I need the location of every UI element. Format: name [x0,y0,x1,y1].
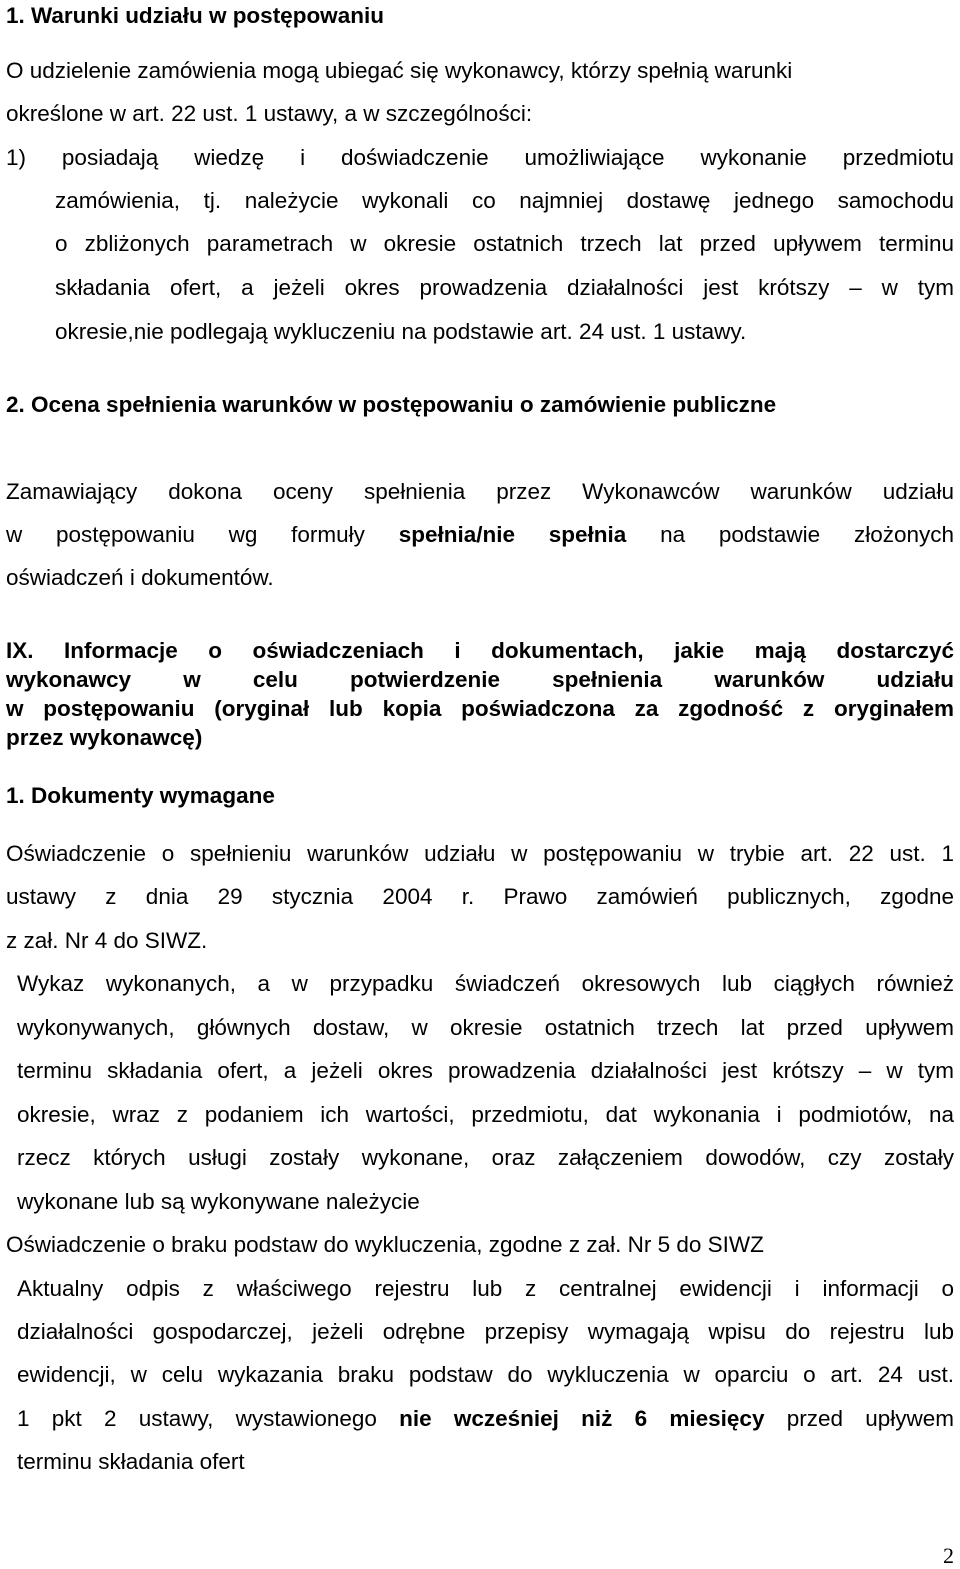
paragraph-line: Oświadczenie o braku podstaw do wykluczenia, zgodne z zał. Nr 5 do SIWZ [6,1232,764,1257]
section-heading-line: przez wykonawcę) [6,725,203,750]
paragraph-line [17,1408,954,1431]
subsection-heading: 1. Dokumenty wymagane [6,783,275,808]
section-heading: 2. Ocena spełnienia warunków w postępowaniu o zamówienie publiczne [6,392,777,417]
paragraph-line: z zał. Nr 4 do SIWZ. [6,928,208,953]
list-item-line: zamówienia, tj. należycie wykonali co najmniej dostawę jednego samochodu [55,188,954,213]
paragraph-line: O udzielenie zamówienia mogą ubiegać się wykonawcy, którzy spełnią warunki [6,58,793,83]
section-heading: 1. Warunki udziału w postępowaniu [6,3,384,28]
paragraph-line: rzecz których usługi zostały wykonane, oraz załączeniem dowodów, czy zostały [17,1145,954,1170]
list-item-line: okresie,nie podlegają wykluczeniu na podstawie art. 24 ust. 1 ustawy. [55,319,747,344]
section-heading-line: w postępowaniu (oryginał lub kopia poświadczona za zgodność z oryginałem [6,696,954,721]
paragraph-line: terminu składania ofert, a jeżeli okres prowadzenia działalności jest krótszy – w tym [17,1058,954,1083]
page-number: 2 [943,1543,954,1568]
text-run: przed upływem [764,1406,954,1431]
section-heading-line: IX. Informacje o oświadczeniach i dokumentach, jakie mają dostarczyć [6,638,954,663]
text-run: na podstawie złożonych [626,522,954,547]
paragraph-line: określone w art. 22 ust. 1 ustawy, a w szczególności: [6,101,533,126]
list-item-line: 1) posiadają wiedzę i doświadczenie umożliwiające wykonanie przedmiotu [6,145,954,170]
list-item-line: składania ofert, a jeżeli okres prowadzenia działalności jest krótszy – w tym [55,275,954,300]
paragraph-line: Aktualny odpis z właściwego rejestru lub z centralnej ewidencji i informacji o [17,1276,954,1301]
paragraph-line: Zamawiający dokona oceny spełnienia przez Wykonawców warunków udziału [6,479,954,504]
criteria-formula: spełnia/nie spełnia [398,522,627,547]
validity-period: nie wcześniej niż 6 miesięcy [399,1406,765,1431]
paragraph-line: Oświadczenie o spełnieniu warunków udziału w postępowaniu w trybie art. 22 ust. 1 [6,841,954,866]
paragraph-line: wykonane lub są wykonywane należycie [17,1189,420,1214]
paragraph-line [6,524,954,547]
section-heading-line: wykonawcy w celu potwierdzenie spełnienia warunków udziału [6,667,954,692]
paragraph-line: oświadczeń i dokumentów. [6,565,274,590]
text-run: 1 pkt 2 ustawy, wystawionego [17,1406,400,1431]
paragraph-line: działalności gospodarczej, jeżeli odrębne przepisy wymagają wpisu do rejestru lub [17,1319,954,1344]
paragraph-line: wykonywanych, głównych dostaw, w okresie ostatnich trzech lat przed upływem [17,1015,954,1040]
text-run: w postępowaniu wg formuły [6,522,399,547]
paragraph-line: Wykaz wykonanych, a w przypadku świadczeń okresowych lub ciągłych również [17,971,954,996]
paragraph-line: okresie, wraz z podaniem ich wartości, przedmiotu, dat wykonania i podmiotów, na [17,1102,954,1127]
paragraph-line: terminu składania ofert [17,1449,245,1474]
paragraph-line: ustawy z dnia 29 stycznia 2004 r. Prawo zamówień publicznych, zgodne [6,884,954,909]
list-item-line: o zbliżonych parametrach w okresie ostatnich trzech lat przed upływem terminu [55,231,954,256]
paragraph-line: ewidencji, w celu wykazania braku podstaw do wykluczenia w oparciu o art. 24 ust. [17,1362,954,1387]
